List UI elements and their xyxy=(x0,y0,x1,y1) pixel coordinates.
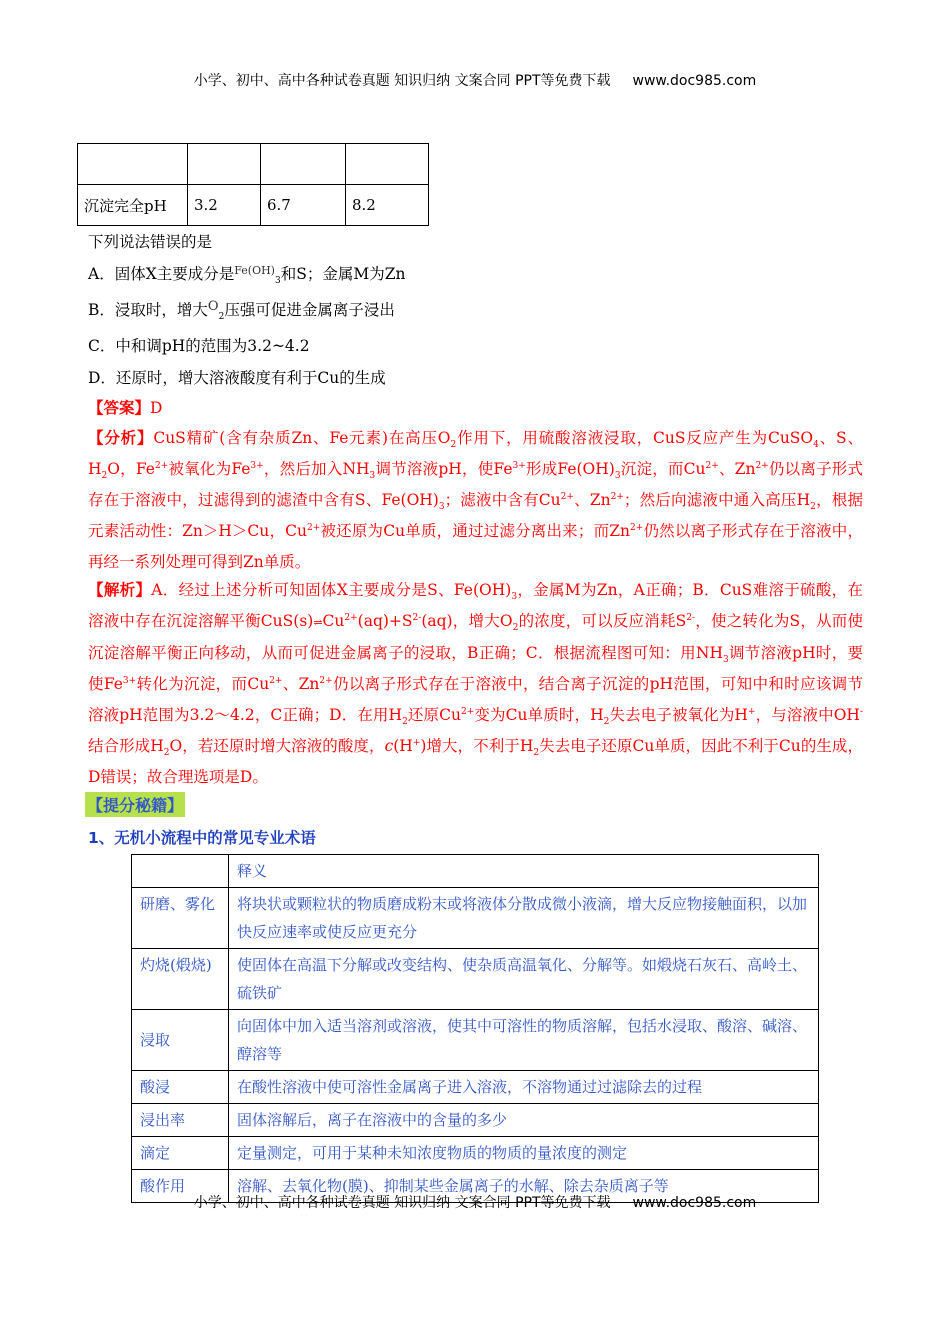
sub: 2 xyxy=(101,471,108,482)
desc-cell: 将块状或颗粒状的物质磨成粉末或将液体分散成微小液滴，增大反应物接触面积，以加快反应速率或使反应更充分 xyxy=(229,888,819,949)
explanation-text: 的浓度，可以反应消耗S xyxy=(518,612,687,630)
sup: 2+ xyxy=(630,522,644,533)
option-b-text2: 压强可促进金属离子浸出 xyxy=(224,301,395,319)
sup: 2+ xyxy=(154,460,169,471)
sub: 2 xyxy=(810,502,816,513)
sup: + xyxy=(412,737,421,748)
page-header xyxy=(0,70,950,90)
table-row xyxy=(132,1137,819,1170)
explanation-text: ，金属M为Zn，A正确；B．CuS难溶于硫酸，在溶液中存在沉淀溶解平衡CuS(s) xyxy=(88,581,864,630)
explanation-text: 结合形成H xyxy=(88,737,164,755)
sub: 2 xyxy=(402,717,408,728)
question-stem: 下列说法错误的是 xyxy=(88,233,213,251)
sup: 2+ xyxy=(319,675,333,686)
explanation-text: 转化为沉淀，而Cu xyxy=(136,675,270,693)
option-c: C．中和调pH的范围为3.2~4.2 xyxy=(88,337,310,355)
table-row xyxy=(78,185,429,226)
table-header-cell xyxy=(132,855,229,888)
table-row xyxy=(78,144,429,185)
table-cell: 6.7 xyxy=(261,185,346,226)
table-header-row xyxy=(132,855,819,888)
explanation-text: (aq)，增大O xyxy=(421,612,513,630)
explanation-text: ，与溶液中OH xyxy=(755,706,860,724)
analysis-text: 仍然以离子形式存在于溶液中，再经一系列处理可得到Zn单质。 xyxy=(88,522,863,571)
option-b xyxy=(88,298,395,323)
analysis-text: O，Fe xyxy=(107,460,155,478)
sub: 2 xyxy=(512,623,519,634)
analysis-text: 被氧化为Fe xyxy=(168,460,251,478)
table-cell xyxy=(261,144,346,185)
sup: 2- xyxy=(686,612,696,623)
explanation-text: 变为Cu单质时，H xyxy=(474,706,604,724)
sup: 2+ xyxy=(269,675,283,686)
sub: 3 xyxy=(369,471,376,482)
explanation-text: 还原Cu xyxy=(407,706,462,724)
sub: 2 xyxy=(533,748,540,759)
sup: 2+ xyxy=(461,706,475,717)
analysis-text: 、Zn xyxy=(718,460,756,478)
sup: 2+ xyxy=(344,612,358,623)
term-cell: 浸取 xyxy=(132,1010,229,1071)
table-cell xyxy=(78,144,188,185)
equilibrium-arrow-icon: ⇌ xyxy=(313,616,323,629)
header-site: www.doc985.com xyxy=(632,73,757,89)
sub: 3 xyxy=(614,471,621,482)
option-b-text: B．浸取时，增大 xyxy=(88,301,208,319)
option-d: D．还原时，增大溶液酸度有利于Cu的生成 xyxy=(88,369,386,387)
analysis xyxy=(88,422,863,578)
desc-cell: 向固体中加入适当溶剂或溶液，使其中可溶性的物质溶解，包括水浸取、酸溶、碱溶、醇溶等 xyxy=(229,1010,819,1071)
explanation-text: (aq)+S xyxy=(357,612,413,630)
sub: 3 xyxy=(722,655,729,666)
term-cell: 酸作用 xyxy=(132,1170,229,1203)
desc-cell: 溶解、去氧化物(膜)、抑制某些金属离子的水解、除去杂质离子等 xyxy=(229,1170,819,1203)
answer xyxy=(88,396,162,418)
table-cell xyxy=(346,144,429,185)
table-cell: 3.2 xyxy=(188,185,261,226)
term-cell: 滴定 xyxy=(132,1137,229,1170)
table-row xyxy=(132,888,819,949)
explanation-text: 失去电子被氧化为H xyxy=(609,706,748,724)
term-cell: 浸出率 xyxy=(132,1104,229,1137)
table-row xyxy=(132,949,819,1010)
sup: 2+ xyxy=(610,491,624,502)
sup: 2+ xyxy=(755,460,769,471)
term-cell: 研磨、雾化 xyxy=(132,888,229,949)
option-a-sub: 3 xyxy=(274,276,281,287)
analysis-text: 调节溶液pH，使Fe xyxy=(375,460,513,478)
table-row xyxy=(132,1010,819,1071)
option-a-text: A．固体X主要成分是 xyxy=(88,265,235,283)
option-a xyxy=(88,262,406,287)
footer-text: 小学、初中、高中各种试卷真题 知识归纳 文案合同 PPT等免费下载 xyxy=(193,1195,611,1211)
sup: 2+ xyxy=(705,460,719,471)
sub: 2 xyxy=(603,717,610,728)
ph-table xyxy=(77,143,429,226)
table-row xyxy=(132,1104,819,1137)
footer-site: www.doc985.com xyxy=(632,1195,757,1211)
explanation-text: ，使之转化为S，从而使沉淀溶解平衡正向移动，从而可促进金属离子的浸取，B正确；C．根据流程图可知：用NH xyxy=(88,612,864,662)
answer-label: 【答案】 xyxy=(88,398,151,417)
header-text: 小学、初中、高中各种试卷真题 知识归纳 文案合同 PPT等免费下载 xyxy=(193,73,611,89)
analysis-text: ；滤液中含有Cu xyxy=(444,491,561,509)
analysis-text: 被还原为Cu单质，通过过滤分离出来；而Zn xyxy=(320,522,631,540)
sub: 2 xyxy=(163,748,170,759)
option-b-formula: O xyxy=(207,299,219,314)
term-cell: 酸浸 xyxy=(132,1071,229,1104)
analysis-text: 沉淀，而Cu xyxy=(620,460,706,478)
sup: - xyxy=(859,706,863,717)
table-cell: 8.2 xyxy=(346,185,429,226)
explanation-text: 调节溶液pH时，要使Fe xyxy=(88,644,863,693)
sup: 2+ xyxy=(560,491,574,502)
analysis-text: 作用下，用硫酸溶液浸取，CuS反应产生为CuSO xyxy=(456,429,814,447)
table-row xyxy=(132,1071,819,1104)
option-a-formula: Fe(OH) xyxy=(234,264,275,277)
analysis-text: 、Zn xyxy=(573,491,611,509)
table-cell: 沉淀完全pH xyxy=(78,185,188,226)
explanation-label: 【解析】 xyxy=(88,580,152,599)
analysis-text: 、S、H xyxy=(88,429,863,478)
analysis-text: ，根据元素活动性：Zn＞H＞Cu，Cu xyxy=(88,491,863,540)
analysis-label: 【分析】 xyxy=(88,428,154,447)
desc-cell: 使固体在高温下分解或改变结构、使杂质高温氧化、分解等。如煅烧石灰石、高岭土、硫铁矿 xyxy=(229,949,819,1010)
tips-heading: 【提分秘籍】 xyxy=(85,792,185,817)
table-cell xyxy=(188,144,261,185)
terms-table xyxy=(131,854,819,1203)
desc-cell: 定量测定，可用于某种未知浓度物质的物质的量浓度的测定 xyxy=(229,1137,819,1170)
explanation-text: 、Zn xyxy=(282,675,320,693)
section-title: 1、无机小流程中的常见专业术语 xyxy=(88,829,316,847)
analysis-text: ，然后加入NH xyxy=(263,460,370,478)
explanation-text: (H xyxy=(393,737,413,755)
explanation-text: 仍以离子形式存在于溶液中，结合离子沉淀的pH范围，可知中和时应该调节溶液pH范围为3.2～4.2，C正确；D．在用H xyxy=(88,675,863,724)
explanation-text: Cu xyxy=(322,612,345,630)
sup: 3+ xyxy=(250,460,264,471)
desc-cell: 固体溶解后，离子在溶液中的含量的多少 xyxy=(229,1104,819,1137)
sup: 2+ xyxy=(307,522,321,533)
explanation xyxy=(88,574,863,793)
analysis-text: 仍以离子形式存在于溶液中，过滤得到的滤渣中含有S、Fe(OH) xyxy=(88,460,863,509)
sub: 4 xyxy=(813,440,819,451)
option-b-sub: 2 xyxy=(218,312,225,323)
explanation-text: c xyxy=(384,737,394,755)
term-cell: 灼烧(煅烧) xyxy=(132,949,229,1010)
explanation-text: O，若还原时增大溶液的酸度， xyxy=(169,737,385,755)
answer-value: D xyxy=(150,399,163,417)
analysis-text: 形成Fe(OH) xyxy=(525,460,615,478)
sup: + xyxy=(747,706,756,717)
explanation-text: A．经过上述分析可知固体X主要成分是S、Fe(OH) xyxy=(151,581,512,599)
desc-cell: 在酸性溶液中使可溶性金属离子进入溶液，不溶物通过过滤除去的过程 xyxy=(229,1071,819,1104)
analysis-text: ；然后向滤液中通入高压H xyxy=(623,491,811,509)
explanation-text: 失去电子还原Cu单质，因此不利于Cu的生成，D错误；故合理选项是D。 xyxy=(88,737,863,786)
sup: 2- xyxy=(412,612,422,623)
sub: 2 xyxy=(450,440,457,451)
sup: 3+ xyxy=(122,675,137,686)
table-header-cell: 释义 xyxy=(229,855,819,888)
explanation-text: )增大，不利于H xyxy=(420,737,534,755)
sup: 3+ xyxy=(512,460,526,471)
analysis-text: CuS精矿(含有杂质Zn、Fe元素)在高压O xyxy=(153,429,451,447)
sub: 3 xyxy=(511,592,518,603)
option-a-text2: 和S；金属M为Zn xyxy=(280,265,406,283)
sub: 3 xyxy=(438,502,445,513)
page-footer xyxy=(0,1192,950,1212)
